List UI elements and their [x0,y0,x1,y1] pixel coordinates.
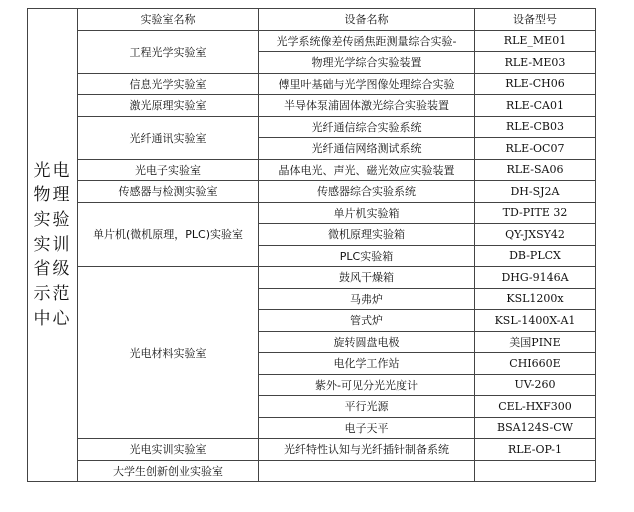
device-model-cell: RLE-CB03 [475,116,596,138]
lab-name-cell: 光纤通讯实验室 [78,116,259,159]
device-name-cell: 傅里叶基础与光学图像处理综合实验 [259,73,475,95]
lab-name-cell: 传感器与检测实验室 [78,181,259,203]
lab-name-cell: 大学生创新创业实验室 [78,460,259,482]
device-name-cell: 光纤通信综合实验系统 [259,116,475,138]
header-lab-name: 实验室名称 [78,9,259,31]
device-model-cell: DHG-9146A [475,267,596,289]
device-model-cell: BSA124S-CW [475,417,596,439]
table-row [28,460,596,482]
device-model-cell: KSL1200x [475,288,596,310]
device-model-cell: 美国PINE [475,331,596,353]
device-name-cell: 电化学工作站 [259,353,475,375]
lab-name-cell: 光电材料实验室 [78,267,259,439]
table-row [28,159,596,181]
center-name-cell: 光电物理实验实训省级示范中心 [28,9,78,482]
device-name-cell: 紫外-可见分光光度计 [259,374,475,396]
device-model-cell: RLE-SA06 [475,159,596,181]
lab-name-cell: 工程光学实验室 [78,30,259,73]
device-model-cell: RLE-OP-1 [475,439,596,461]
device-model-cell: KSL-1400X-A1 [475,310,596,332]
device-model-cell [475,460,596,482]
table-row [28,116,596,138]
device-name-cell: 平行光源 [259,396,475,418]
table-row [28,95,596,117]
table-row [28,73,596,95]
device-name-cell: 传感器综合实验系统 [259,181,475,203]
lab-name-cell: 单片机(微机原理，PLC)实验室 [78,202,259,267]
device-name-cell: 微机原理实验箱 [259,224,475,246]
device-name-cell: 晶体电光、声光、磁光效应实验装置 [259,159,475,181]
device-name-cell: 物理光学综合实验装置 [259,52,475,74]
device-name-cell: 单片机实验箱 [259,202,475,224]
device-name-cell: 半导体泵浦固体激光综合实验装置 [259,95,475,117]
device-name-cell: 光纤特性认知与光纤插针制备系统 [259,439,475,461]
device-name-cell: 电子天平 [259,417,475,439]
device-model-cell: TD-PITE 32 [475,202,596,224]
device-model-cell: RLE-OC07 [475,138,596,160]
lab-name-cell: 光电实训实验室 [78,439,259,461]
device-model-cell: QY-JXSY42 [475,224,596,246]
device-name-cell: PLC实验箱 [259,245,475,267]
device-model-cell: RLE-CH06 [475,73,596,95]
device-model-cell: CEL-HXF300 [475,396,596,418]
lab-equipment-table [27,8,596,482]
device-name-cell: 旋转圆盘电极 [259,331,475,353]
device-model-cell: DH-SJ2A [475,181,596,203]
header-row [28,9,596,31]
table-row [28,267,596,289]
device-name-cell: 光纤通信网络测试系统 [259,138,475,160]
lab-name-cell: 激光原理实验室 [78,95,259,117]
table-row [28,439,596,461]
device-model-cell: UV-260 [475,374,596,396]
header-device-model: 设备型号 [475,9,596,31]
lab-name-cell: 信息光学实验室 [78,73,259,95]
device-model-cell: RLE-CA01 [475,95,596,117]
device-model-cell: CHI660E [475,353,596,375]
lab-name-cell: 光电子实验室 [78,159,259,181]
device-model-cell: RLE-ME03 [475,52,596,74]
table-row [28,30,596,52]
table-row [28,181,596,203]
device-name-cell: 光学系统像差传函焦距测量综合实验- [259,30,475,52]
device-model-cell: RLE_ME01 [475,30,596,52]
device-name-cell: 鼓风干燥箱 [259,267,475,289]
device-name-cell: 马弗炉 [259,288,475,310]
device-name-cell: 管式炉 [259,310,475,332]
table-row [28,202,596,224]
header-device-name: 设备名称 [259,9,475,31]
device-model-cell: DB-PLCX [475,245,596,267]
device-name-cell [259,460,475,482]
